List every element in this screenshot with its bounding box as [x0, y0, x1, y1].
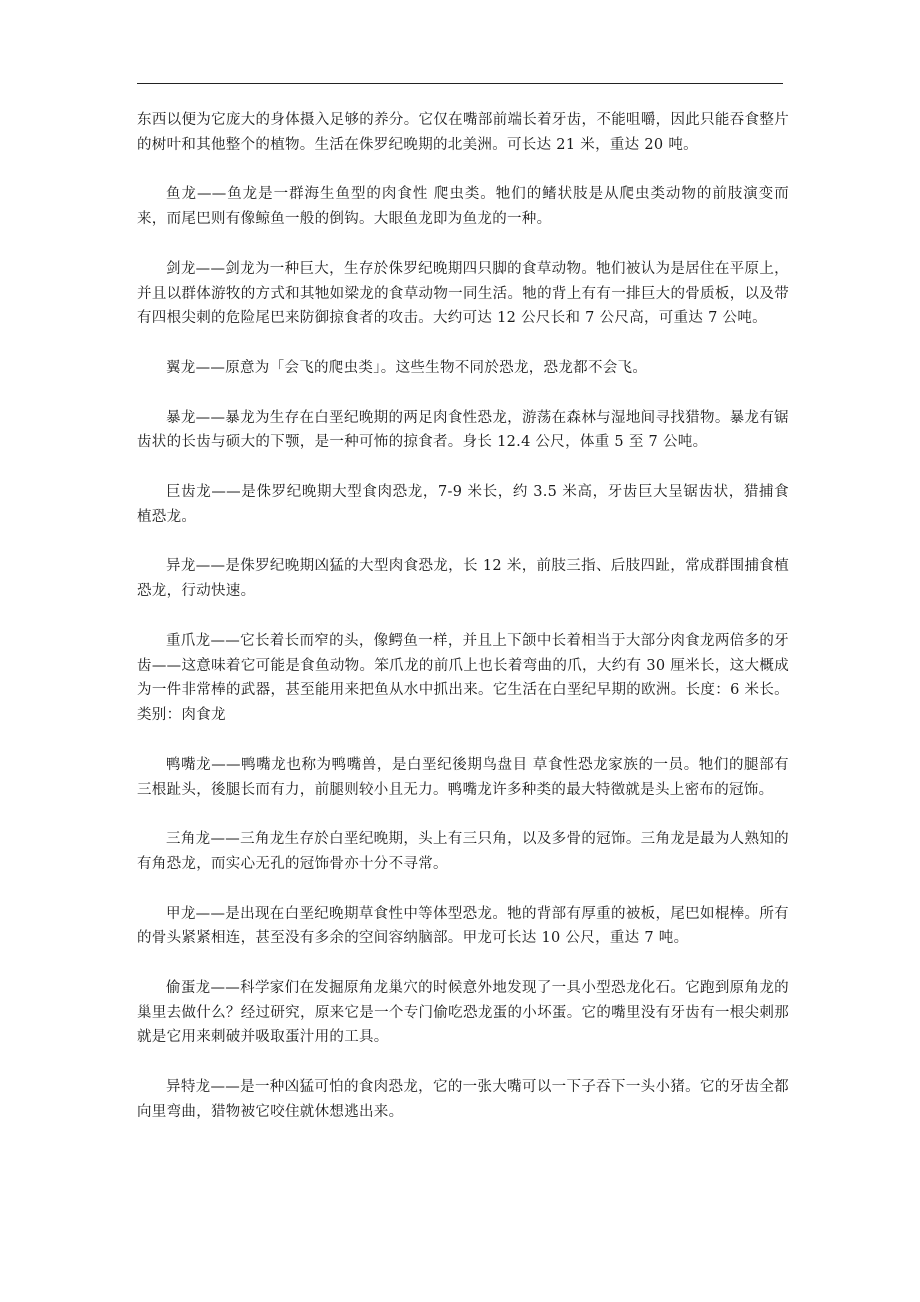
paragraph-ankylosaurus: 甲龙——是出现在白垩纪晚期草食性中等体型恐龙。牠的背部有厚重的被板，尾巴如棍棒。所有的骨头紧紧相连，甚至没有多余的空间容纳脑部。甲龙可长达 10 公尺，重达 7 吨。: [137, 905, 789, 947]
document-body: [137, 108, 789, 1149]
paragraph-hadrosaur: 鸭嘴龙——鸭嘴龙也称为鸭嘴兽，是白垩纪後期鸟盘目 草食性恐龙家族的一员。牠们的腿部有三根趾头，後腿长而有力，前腿则较小且无力。鸭嘴龙许多种类的最大特徵就是头上密布的冠饰。: [137, 756, 789, 798]
paragraph-pterosaur: 翼龙——原意为「会飞的爬虫类」。这些生物不同於恐龙，恐龙都不会飞。: [166, 359, 648, 376]
paragraph-stegosaurus: 剑龙——剑龙为一种巨大，生存於侏罗纪晚期四只脚的食草动物。牠们被认为是居住在平原上，并且以群体游牧的方式和其牠如梁龙的食草动物一同生活。牠的背上有有一排巨大的骨质板，以及带有四根尖刺的危险尾巴来防御掠食者的攻击。大约可达 12 公尺长和 7 公尺高，可重达 7 公吨。: [137, 260, 789, 327]
paragraph-ichthyosaur: 鱼龙——鱼龙是一群海生鱼型的肉食性 爬虫类。牠们的鳍状肢是从爬虫类动物的前肢演变而来，而尾巴则有像鲸鱼一般的倒钩。大眼鱼龙即为鱼龙的一种。: [137, 186, 789, 228]
header-rule: [137, 83, 783, 84]
paragraph-oviraptor: 偷蛋龙——科学家们在发掘原角龙巢穴的时候意外地发现了一具小型恐龙化石。它跑到原角龙的巢里去做什么？经过研究，原来它是一个专门偷吃恐龙蛋的小坏蛋。它的嘴里没有牙齿有一根尖刺那就是它用来刺破并吸取蛋汁用的工具。: [137, 979, 789, 1046]
paragraph-baryonyx: 重爪龙——它长着长而窄的头，像鳄鱼一样，并且上下颌中长着相当于大部分肉食龙两倍多的牙齿——这意味着它可能是食鱼动物。笨爪龙的前爪上也长着弯曲的爪，大约有 30 厘米长，这大概成为一件非常棒的武器，甚至能用来把鱼从水中抓出来。它生活在白垩纪早期的欧洲。长度：6 米长。类别：肉食龙: [137, 632, 789, 724]
paragraph-megalosaurus: 巨齿龙——是侏罗纪晚期大型食肉恐龙，7-9 米长，约 3.5 米高，牙齿巨大呈锯齿状，猎捕食植恐龙。: [137, 483, 789, 525]
paragraph-tyrannosaurus: 暴龙——暴龙为生存在白垩纪晚期的两足肉食性恐龙，游荡在森林与湿地间寻找猎物。暴龙有锯齿状的长齿与硕大的下颚，是一种可怖的掠食者。身长 12.4 公尺，体重 5 至 7 公吨。: [137, 409, 789, 451]
paragraph-triceratops: 三角龙——三角龙生存於白垩纪晚期，头上有三只角，以及多骨的冠饰。三角龙是最为人熟知的有角恐龙，而实心无孔的冠饰骨亦十分不寻常。: [137, 831, 789, 872]
paragraph-allosaurus-2: 异特龙——是一种凶猛可怕的食肉恐龙，它的一张大嘴可以一下子吞下一头小猪。它的牙齿全都向里弯曲，猎物被它咬住就休想逃出来。: [137, 1079, 789, 1120]
paragraph-continuation: 东西以便为它庞大的身体摄入足够的养分。它仅在嘴部前端长着牙齿，不能咀嚼，因此只能吞食整片的树叶和其他整个的植物。生活在侏罗纪晚期的北美洲。可长达 21 米，重达 20 吨。: [137, 112, 789, 153]
paragraph-allosaurus-1: 异龙——是侏罗纪晚期凶猛的大型肉食恐龙，长 12 米，前肢三指、后肢四趾，常成群围捕食植恐龙，行动快速。: [137, 558, 789, 600]
